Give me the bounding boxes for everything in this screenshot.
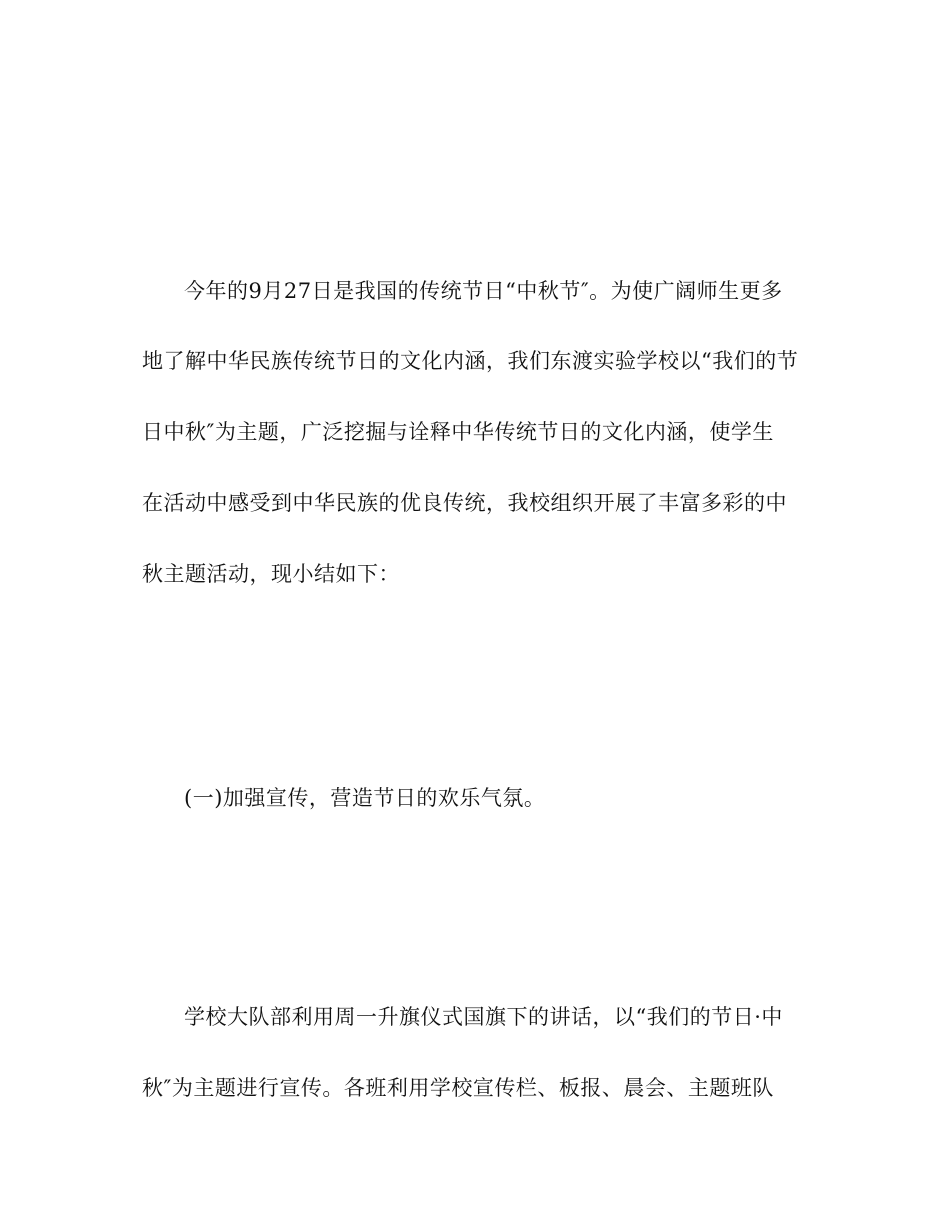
paragraph-line: 秋主题活动，现小结如下： <box>142 562 400 586</box>
paragraph-line: 学校大队部利用周一升旗仪式国旗下的讲话，以“我们的节日·中 <box>184 1005 783 1029</box>
paragraph-line: 地了解中华民族传统节日的文化内涵，我们东渡实验学校以“我们的节 <box>142 349 799 373</box>
paragraph-line: 在活动中感受到中华民族的优良传统，我校组织开展了丰富多彩的中 <box>142 491 787 515</box>
paragraph-line: 秋″为主题进行宣传。各班利用学校宣传栏、板报、晨会、主题班队 <box>142 1076 774 1100</box>
paragraph-line: 今年的9月27日是我国的传统节日“中秋节″。为使广阔师生更多 <box>184 279 783 303</box>
section-heading: (一)加强宣传，营造节日的欢乐气氛。 <box>184 786 546 810</box>
paragraph-line: 日中秋″为主题，广泛挖掘与诠释中华传统节日的文化内涵，使学生 <box>142 420 774 444</box>
